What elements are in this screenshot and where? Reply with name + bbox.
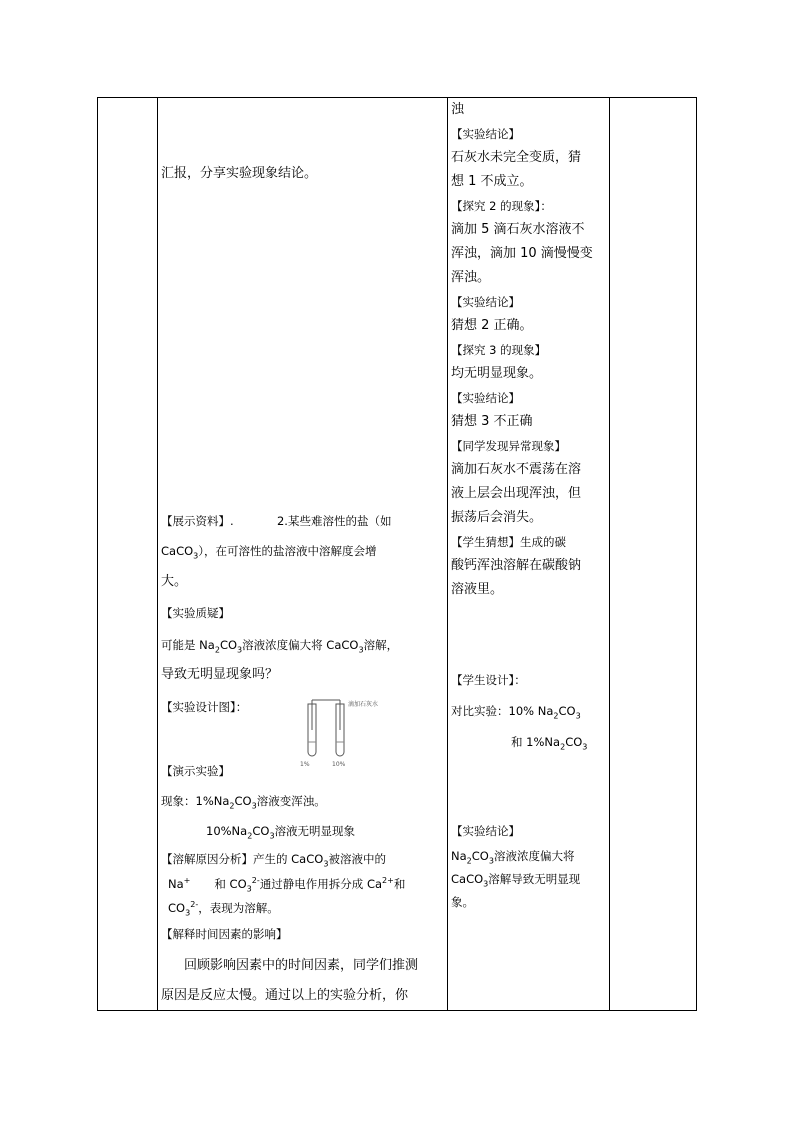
c-line-18: 振荡后会消失。: [451, 510, 543, 525]
teacher-activity-cell: [158, 98, 447, 1010]
c-final-line-3: 象。: [451, 895, 474, 909]
dissolve-label: 【溶解原因分析】: [161, 852, 253, 866]
c-final-line-1: $Na_2CO_3$溶液浓度偏大将: [451, 849, 575, 866]
dissolve-line-2: Na+ 和 $CO_3^{2-}$通过静电作用拆分成 $Ca^{2+}$和: [168, 876, 406, 894]
show-material-line-3: 大。: [161, 574, 188, 589]
phenomenon-line-1: 现象：$1\%Na_2CO_3$溶液变浑浊。: [161, 794, 326, 811]
sketch-note: 滴加石灰水: [348, 701, 379, 708]
c-conclusion-label-1: 【实验结论】: [451, 127, 520, 141]
c-line-20: 酸钙浑浊溶解在碳酸钠: [451, 558, 582, 573]
time-factor-line-2: 原因是反应太慢。通过以上的实验分析，你: [161, 988, 409, 1003]
c-guess-line: 【学生猜想】生成的碳: [451, 535, 566, 549]
doubt-label: 【实验质疑】: [161, 606, 230, 620]
c-explore3-label: 【探究 3 的现象】: [451, 343, 547, 357]
c-line-8: 浑浊。: [451, 270, 491, 285]
demo-label: 【演示实验】: [161, 764, 230, 778]
show-material-label: 【展示资料】.: [161, 514, 234, 528]
doubt-line-1: 可能是 $Na_2CO_3$溶液浓度偏大将 CaCO$_3$溶解，: [161, 638, 399, 655]
column-divider: [609, 98, 610, 1010]
c-abnormal-label: 【同学发现异常现象】: [451, 439, 566, 453]
c-line-10: 猜想 2 正确。: [451, 318, 533, 333]
c-conclusion-label-3: 【实验结论】: [451, 391, 520, 405]
c-line-17: 液上层会出现浑浊，但: [451, 486, 582, 501]
c-line-12: 均无明显现象。: [451, 366, 543, 381]
c-line-6: 滴加 5 滴石灰水溶液不: [451, 222, 585, 237]
sketch-label-right: 10%: [332, 761, 346, 768]
time-factor-line-1: 回顾影响因素中的时间因素，同学们推测: [184, 958, 419, 973]
c-line-7: 浑浊，滴加 10 滴慢慢变: [451, 246, 593, 261]
design-label: 【实验设计图】：: [161, 700, 248, 714]
experiment-sketch: [294, 696, 379, 772]
c-design-label: 【学生设计】：: [451, 673, 526, 687]
c-line-16: 滴加石灰水不震荡在溶: [451, 462, 582, 477]
doubt-line-2: 导致无明显现象吗？: [161, 667, 279, 682]
show-material-line: 【展示资料】. 2.某些难溶性的盐（如: [161, 514, 392, 528]
c-line-1: 浊: [451, 102, 465, 117]
c-line-4: 想 1 不成立。: [451, 174, 533, 189]
c-final-line-2: CaCO$_3$溶解导致无明显现: [451, 872, 581, 889]
phenomenon-line-2: $10\%Na_2CO_3$溶液无明显现象: [206, 824, 356, 841]
c-conclusion-label-2: 【实验结论】: [451, 295, 520, 309]
dissolve-line-1: 【溶解原因分析】产生的 CaCO$_3$被溶液中的: [161, 852, 386, 869]
show-material-line-2: CaCO$_3$），在可溶性的盐溶液中溶解度会增: [161, 544, 377, 561]
sketch-label-left: 1%: [300, 761, 310, 768]
c-compare-line-1: 对比实验：10% $Na_2CO_3$: [451, 704, 581, 721]
dissolve-line-3: $CO_3^{2-}$，表现为溶解。: [168, 900, 279, 918]
time-factor-label: 【解释时间因素的影响】: [161, 927, 288, 941]
student-activity-cell: [448, 98, 609, 1010]
c-line-21: 溶液里。: [451, 582, 504, 597]
c-line-14: 猜想 3 不正确: [451, 414, 533, 429]
c-explore2-label: 【探究 2 的现象】：: [451, 199, 552, 213]
c-line-3: 石灰水未完全变质，猜: [451, 150, 582, 165]
lesson-table: [97, 97, 697, 1011]
report-text: 汇报，分享实验现象结论。: [161, 166, 318, 181]
c-final-conclusion-label: 【实验结论】: [451, 824, 520, 838]
c-compare-line-2: 和 $1\%Na_2CO_3$: [511, 735, 588, 752]
